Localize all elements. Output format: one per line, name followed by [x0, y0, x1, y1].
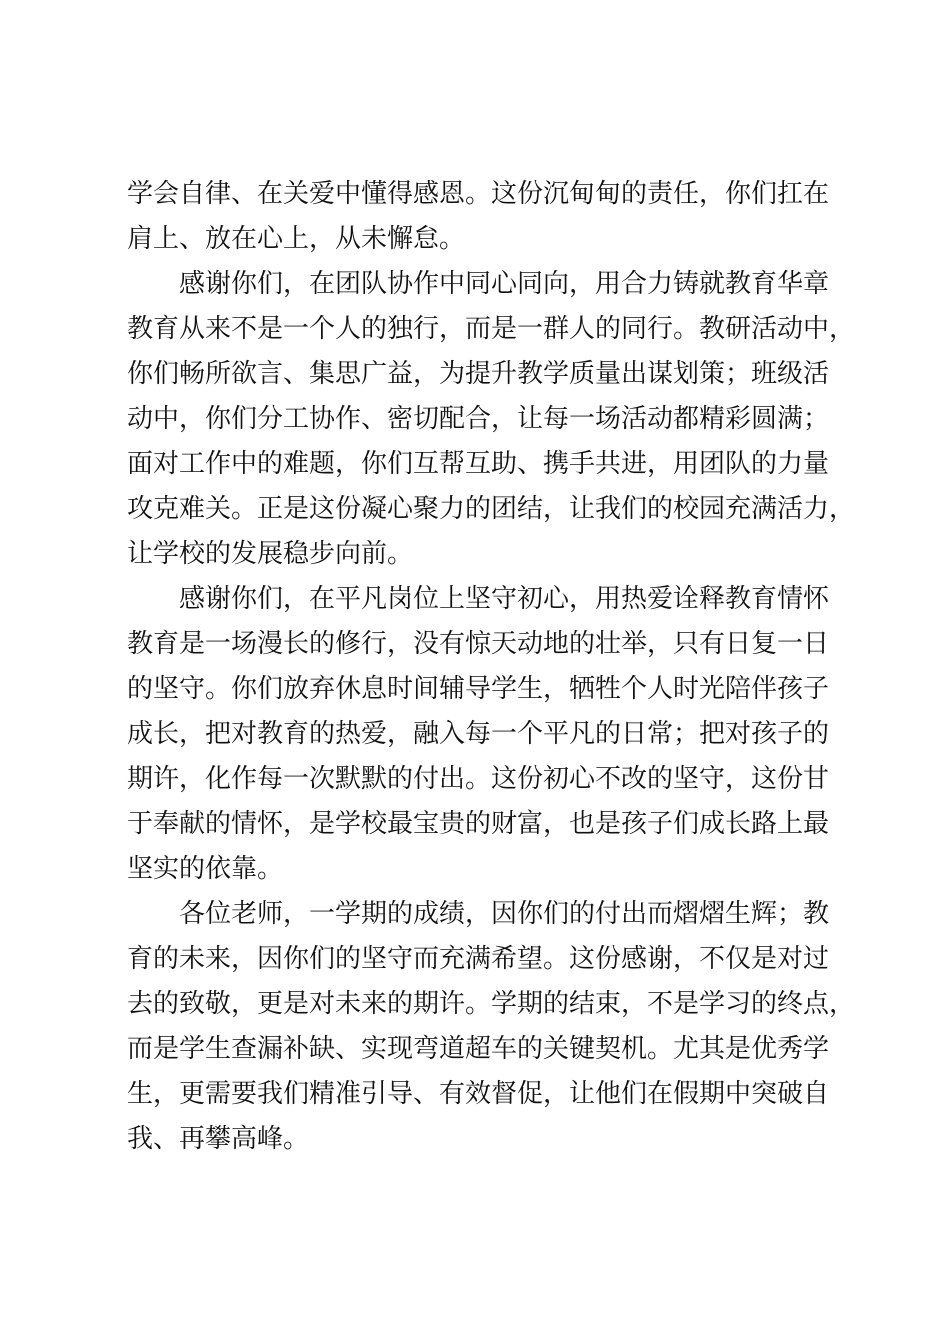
text-line: 感谢你们，在团队协作中同心同向，用合力铸就教育华章 — [179, 269, 830, 299]
text-line: 育的未来，因你们的坚守而充满希望。这份感谢，不仅是对过 — [127, 944, 830, 974]
text-line: 成长，把对教育的热爱，融入每一个平凡的日常；把对孩子的 — [127, 719, 830, 749]
text-line: 期许，化作每一次默默的付出。这份初心不改的坚守，这份甘 — [127, 764, 830, 794]
text-line: 教育从来不是一个人的独行，而是一群人的同行。教研活动中， — [127, 314, 856, 344]
text-line: 于奉献的情怀，是学校最宝贵的财富，也是孩子们成长路上最 — [127, 809, 830, 839]
text-line: 各位老师，一学期的成绩，因你们的付出而熠熠生辉；教 — [179, 899, 830, 929]
text-line: 的坚守。你们放弃休息时间辅导学生，牺牲个人时光陪伴孩子 — [127, 674, 830, 704]
text-line: 让学校的发展稳步向前。 — [127, 539, 414, 569]
body-text — [127, 172, 867, 1162]
text-line: 你们畅所欲言、集思广益，为提升教学质量出谋划策；班级活 — [127, 359, 830, 389]
text-line: 而是学生查漏补缺、实现弯道超车的关键契机。尤其是优秀学 — [127, 1034, 830, 1064]
text-line: 学会自律、在关爱中懂得感恩。这份沉甸甸的责任，你们扛在 — [127, 179, 830, 209]
text-line: 肩上、放在心上，从未懈怠。 — [127, 224, 466, 254]
text-line: 攻克难关。正是这份凝心聚力的团结，让我们的校园充满活力， — [127, 494, 856, 524]
text-line: 生，更需要我们精准引导、有效督促，让他们在假期中突破自 — [127, 1079, 830, 1109]
text-line: 坚实的依靠。 — [127, 854, 284, 884]
text-line: 感谢你们，在平凡岗位上坚守初心，用热爱诠释教育情怀 — [179, 584, 830, 614]
text-line: 教育是一场漫长的修行，没有惊天动地的壮举，只有日复一日 — [127, 629, 830, 659]
text-line: 面对工作中的难题，你们互帮互助、携手共进，用团队的力量 — [127, 449, 830, 479]
text-line: 动中，你们分工协作、密切配合，让每一场活动都精彩圆满； — [127, 404, 830, 434]
text-line: 去的致敬，更是对未来的期许。学期的结束，不是学习的终点， — [127, 989, 856, 1019]
text-line: 我、再攀高峰。 — [127, 1124, 310, 1154]
